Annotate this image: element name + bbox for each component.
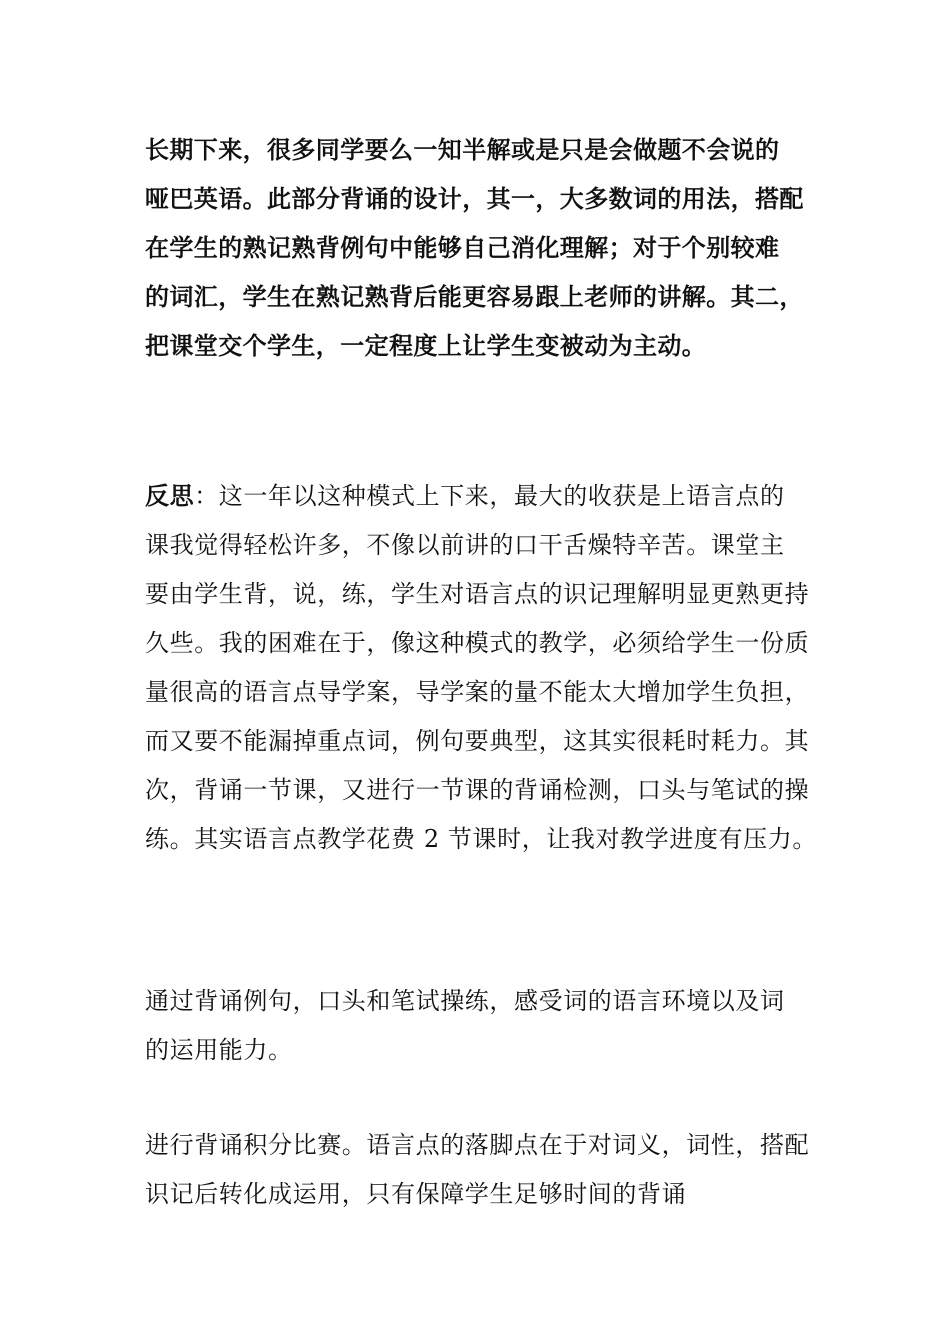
text-line: 的词汇，学生在熟记熟背后能更容易跟上老师的讲解。其二， — [145, 283, 804, 311]
text-line: 长期下来，很多同学要么一知半解或是只是会做题不会说的 — [145, 136, 780, 164]
text-line: 量很高的语言点导学案，导学案的量不能太大增加学生负担， — [145, 678, 810, 706]
text-line: 的运用能力。 — [145, 1036, 293, 1064]
text-line-rest: ：这一年以这种模式上下来，最大的收获是上语言点的 — [194, 482, 785, 510]
text-line — [145, 472, 815, 521]
reflection-label: 反思 — [145, 482, 195, 510]
text-line: 哑巴英语。此部分背诵的设计，其一，大多数词的用法，搭配 — [145, 185, 804, 213]
text-line: 通过背诵例句，口头和笔试操练，感受词的语言环境以及词 — [145, 987, 785, 1015]
text-line: 要由学生背，说，练，学生对语言点的识记理解明显更熟更持 — [145, 580, 810, 608]
text-line: 次，背诵一节课，又进行一节课的背诵检测，口头与笔试的操 — [145, 776, 810, 804]
text-line: 把课堂交个学生，一定程度上让学生变被动为主动。 — [145, 332, 707, 360]
text-line: 进行背诵积分比赛。语言点的落脚点在于对词义，词性，搭配 — [145, 1131, 810, 1159]
text-line: 课我觉得轻松许多，不像以前讲的口干舌燥特辛苦。课堂主 — [145, 531, 785, 559]
text-line: 识记后转化成运用，只有保障学生足够时间的背诵 — [145, 1180, 687, 1208]
paragraph-reflection — [145, 472, 815, 864]
text-line: 在学生的熟记熟背例句中能够自己消化理解；对于个别较难 — [145, 234, 780, 262]
paragraph-bold-intro — [145, 126, 815, 371]
paragraph-recitation-purpose — [145, 977, 815, 1075]
text-line: 久些。我的困难在于，像这种模式的教学，必须给学生一份质 — [145, 629, 810, 657]
paragraph-recitation-competition — [145, 1121, 815, 1219]
text-line: 而又要不能漏掉重点词，例句要典型，这其实很耗时耗力。其 — [145, 727, 810, 755]
text-line: 练。其实语言点教学花费 2 节课时，让我对教学进度有压力。 — [145, 825, 817, 853]
